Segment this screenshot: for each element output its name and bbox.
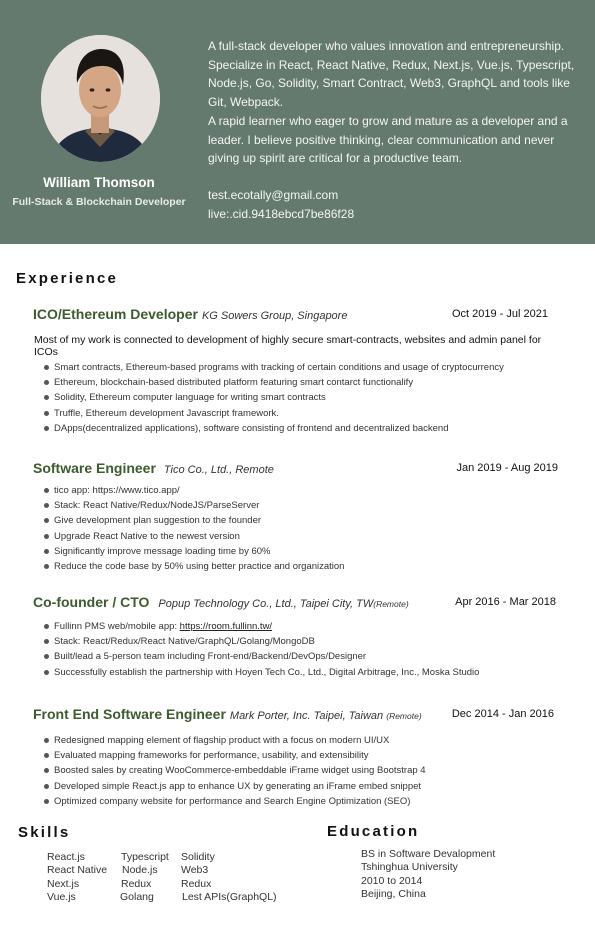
avatar — [41, 35, 160, 162]
list-item: Smart contracts, Ethereum-based programs with tracking of certain conditions and usage of cryptocurrency — [33, 360, 558, 375]
bio-paragraph-1: A full-stack developer who values innovation and entrepreneurship. Specialize in React, React Native, Redux, Next.js, Vue.js, Typescript, Node.js, Go, Solidity, Smart Contract, Web3, GraphQL and tools like Git, Webpack. — [208, 39, 575, 110]
list-item: Built/lead a 5-person team including Front-end/Backend/DevOps/Designer — [33, 649, 558, 664]
fullinn-link[interactable]: https://room.fullinn.tw/ — [179, 621, 273, 632]
profile-name: William Thomson — [43, 175, 155, 190]
skill-item: Redux — [181, 877, 212, 890]
profile-bio — [208, 37, 578, 168]
job-title: ICO/Ethereum Developer — [33, 306, 198, 322]
list-item: Reduce the code base by 50% using better practice and organization — [33, 559, 558, 574]
study-period: 2010 to 2014 — [361, 874, 423, 887]
skill-item: Typescript — [121, 851, 169, 863]
skill-item: Node.js — [122, 864, 158, 877]
email-text[interactable]: test.ecotally@gmail.com — [208, 188, 339, 202]
experience-heading: Experience — [16, 270, 119, 287]
list-item: Give development plan suggestion to the founder — [33, 513, 558, 528]
job-bullets — [33, 360, 558, 436]
list-item: Stack: React/Redux/React Native/GraphQL/Golang/MongoDB — [33, 634, 558, 649]
job-title: Co-founder / CTO — [33, 594, 150, 610]
skill-item: Vue.js — [47, 890, 76, 903]
job-company: Tico Co., Ltd., Remote — [163, 464, 274, 476]
list-item: Ethereum, blockchain-based distributed platform featuring smart contarct functionalify — [33, 375, 558, 390]
job-title: Front End Software Engineer — [33, 706, 226, 722]
list-item: Developed simple React.js app to enhance UX by generating an iFrame embed snippet — [33, 779, 558, 794]
job-front-end-engineer — [33, 706, 558, 809]
bio-paragraph-2: A rapid learner who eager to grow and mature as a developer and a leader. I believe positive thinking, clear communication and never giving up spirit are critical for a productive team. — [208, 113, 568, 166]
job-cofounder-cto — [33, 594, 558, 680]
job-remote-note: (Remote) — [373, 599, 409, 609]
list-item: tico app: https://www.tico.app/ — [33, 483, 558, 498]
job-bullets — [33, 619, 558, 680]
skill-item: React Native — [47, 864, 108, 877]
list-item: Solidity, Ethereum computer language for writing smart contracts — [33, 390, 558, 405]
bullet-text: Fullinn PMS web/mobile app: — [54, 621, 180, 632]
list-item: Truffle, Ethereum development Javascript framework. — [33, 406, 558, 421]
profile-header — [0, 0, 595, 244]
skills-column-3 — [181, 851, 277, 904]
list-item: Successfully establish the partnership with Hoyen Tech Co., Ltd., Digital Arbitrage, Inc., Moska Studio — [33, 665, 558, 680]
list-item: Boosted sales by creating WooCommerce-embeddable iFrame widget using Bootstrap 4 — [33, 763, 558, 778]
degree: BS in Software Devalopment — [361, 848, 496, 860]
job-dates: Jan 2019 - Aug 2019 — [456, 462, 558, 474]
skills-column-1 — [47, 851, 107, 904]
skill-item: Web3 — [181, 864, 209, 877]
skill-item: Lest APIs(GraphQL) — [182, 890, 277, 903]
list-item — [33, 619, 558, 634]
job-ico-ethereum-developer — [33, 306, 558, 436]
university: Tshinghua University — [361, 861, 458, 874]
list-item: Upgrade React Native to the newest version — [33, 529, 558, 544]
job-software-engineer — [33, 460, 558, 574]
contact-info — [208, 186, 354, 223]
list-item: Redesigned mapping element of flagship product with a focus on modern UI/UX — [33, 733, 558, 748]
profile-role: Full-Stack & Blockchain Developer — [12, 196, 186, 208]
job-company: KG Sowers Group, Singapore — [201, 310, 348, 322]
job-dates: Dec 2014 - Jan 2016 — [451, 708, 554, 720]
skills-heading: Skills — [18, 824, 71, 841]
skype-live-id: live:.cid.9418ebcd7be86f28 — [208, 206, 355, 221]
list-item: Significantly improve message loading time by 60% — [33, 544, 558, 559]
skill-item: Solidity — [181, 851, 215, 863]
job-bullets — [33, 483, 558, 574]
job-remote-note: (Remote) — [386, 711, 422, 721]
list-item: Optimized company website for performance and Search Engine Optimization (SEO) — [33, 794, 558, 809]
job-company: Popup Technology Co., Ltd., Taipei City, TW — [158, 598, 374, 610]
education-details — [361, 848, 495, 901]
job-bullets — [33, 733, 558, 809]
list-item: Stack: React Native/Redux/NodeJS/ParseServer — [33, 498, 558, 513]
job-dates: Apr 2016 - Mar 2018 — [455, 596, 556, 608]
job-description: Most of my work is connected to development of highly secure smart-contracts, websites and admin panel for ICOs — [34, 334, 542, 358]
job-dates: Oct 2019 - Jul 2021 — [451, 308, 548, 320]
skill-item: Next.js — [47, 877, 80, 890]
list-item: Evaluated mapping frameworks for performance, usability, and extensibility — [33, 748, 558, 763]
job-company: Mark Porter, Inc. Taipei, Taiwan — [229, 710, 384, 722]
location: Beijing, China — [361, 887, 426, 900]
skill-item: Redux — [121, 877, 152, 890]
job-title: Software Engineer — [33, 460, 156, 476]
skill-item: Golang — [120, 890, 154, 903]
skill-item: React.js — [47, 851, 85, 863]
list-item: DApps(decentralized applications), software consisting of frontend and decentralized backend — [33, 421, 558, 436]
avatar-photo — [41, 35, 160, 162]
skills-column-2 — [121, 851, 169, 904]
education-heading: Education — [327, 823, 420, 840]
